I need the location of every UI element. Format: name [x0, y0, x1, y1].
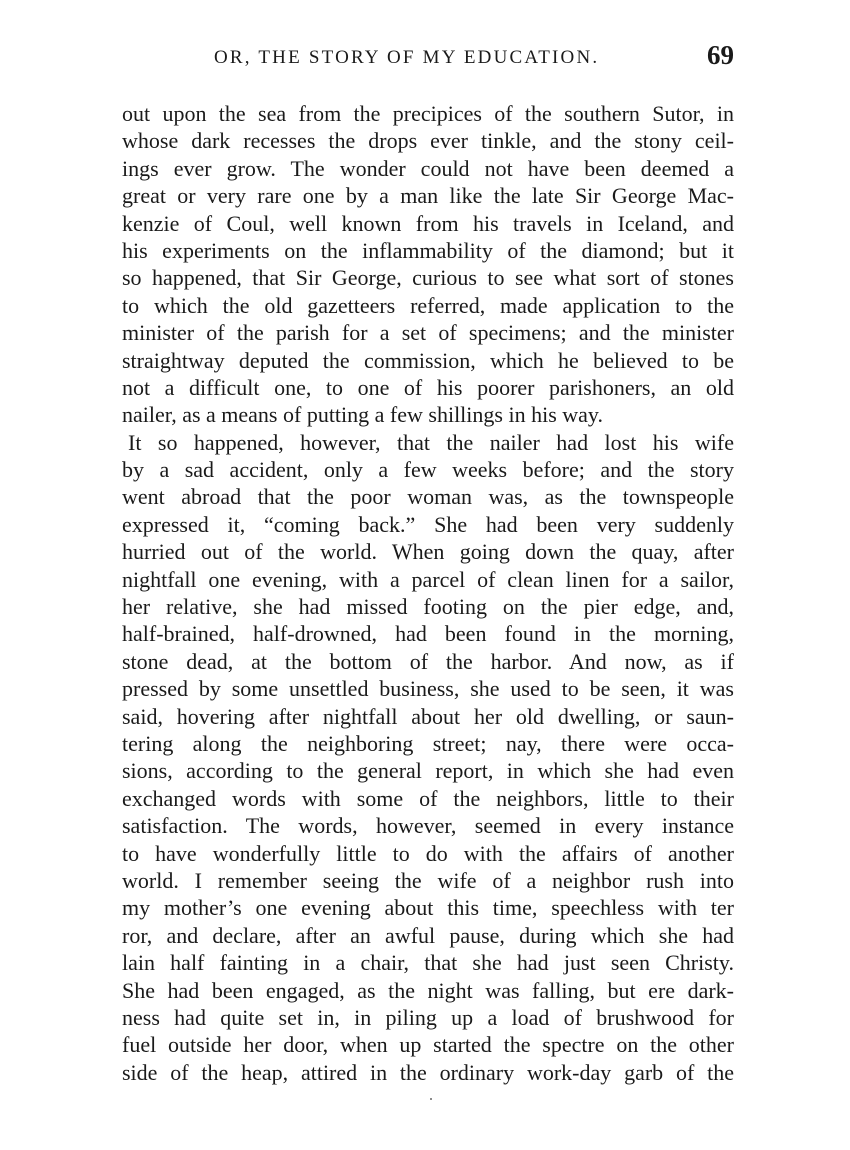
text-line: ror, and declare, after an awful pause, during which she had: [122, 922, 734, 948]
page-header: [122, 40, 734, 80]
text-line: to which the old gazetteers referred, made application to the: [122, 292, 734, 318]
text-line: minister of the parish for a set of specimens; and the minister: [122, 320, 734, 346]
text-line: ings ever grow. The wonder could not have been deemed a: [122, 155, 734, 181]
text-line: went abroad that the poor woman was, as the townspeople: [122, 484, 734, 510]
text-line: stone dead, at the bottom of the harbor. And now, as if: [122, 648, 734, 674]
text-line: world. I remember seeing the wife of a neighbor rush into: [122, 867, 734, 893]
text-line: hurried out of the world. When going down the quay, after: [122, 539, 734, 565]
body-text: [122, 100, 734, 1086]
text-line: his experiments on the inflammability of the diamond; but it: [122, 237, 734, 263]
text-line: ness had quite set in, in piling up a load of brushwood for: [122, 1004, 734, 1030]
text-line: by a sad accident, only a few weeks before; and the story: [122, 457, 734, 483]
text-line: straightway deputed the commission, which he believed to be: [122, 347, 734, 373]
paragraph-start-line: It so happened, however, that the nailer had lost his wife: [128, 429, 734, 455]
text-line: expressed it, “coming back.” She had been very suddenly: [122, 511, 734, 537]
page-number: 69: [707, 40, 734, 70]
text-line: half-brained, half-drowned, had been found in the morning,: [122, 621, 734, 647]
text-line: nailer, as a means of putting a few shillings in his way.: [122, 402, 603, 428]
text-line: to have wonderfully little to do with the affairs of another: [122, 840, 734, 866]
text-line: satisfaction. The words, however, seemed in every instance: [122, 813, 734, 839]
text-line: kenzie of Coul, well known from his travels in Iceland, and: [122, 210, 734, 236]
text-line: exchanged words with some of the neighbors, little to their: [122, 785, 734, 811]
running-title: OR, THE STORY OF MY EDUCATION.: [214, 47, 600, 68]
text-line: side of the heap, attired in the ordinary work-day garb of the: [122, 1059, 734, 1085]
print-speck: [430, 1098, 432, 1100]
text-line: said, hovering after nightfall about her old dwelling, or saun-: [122, 703, 734, 729]
text-line: fuel outside her door, when up started the spectre on the other: [122, 1032, 734, 1058]
text-line: pressed by some unsettled business, she used to be seen, it was: [122, 676, 734, 702]
text-line: whose dark recesses the drops ever tinkle, and the stony ceil-: [122, 128, 734, 154]
text-line: my mother’s one evening about this time, speechless with ter: [122, 895, 734, 921]
text-line: tering along the neighboring street; nay, there were occa-: [122, 730, 734, 756]
text-line: sions, according to the general report, in which she had even: [122, 758, 734, 784]
text-line: nightfall one evening, with a parcel of clean linen for a sailor,: [122, 566, 734, 592]
text-line: great or very rare one by a man like the late Sir George Mac-: [122, 183, 734, 209]
text-line: lain half fainting in a chair, that she had just seen Christy.: [122, 950, 734, 976]
text-line: her relative, she had missed footing on the pier edge, and,: [122, 594, 734, 620]
text-line: out upon the sea from the precipices of the southern Sutor, in: [122, 101, 734, 126]
text-line: She had been engaged, as the night was falling, but ere dark-: [122, 977, 734, 1003]
text-line: not a difficult one, to one of his poorer parishoners, an old: [122, 374, 734, 400]
text-line: so happened, that Sir George, curious to see what sort of stones: [122, 265, 734, 291]
